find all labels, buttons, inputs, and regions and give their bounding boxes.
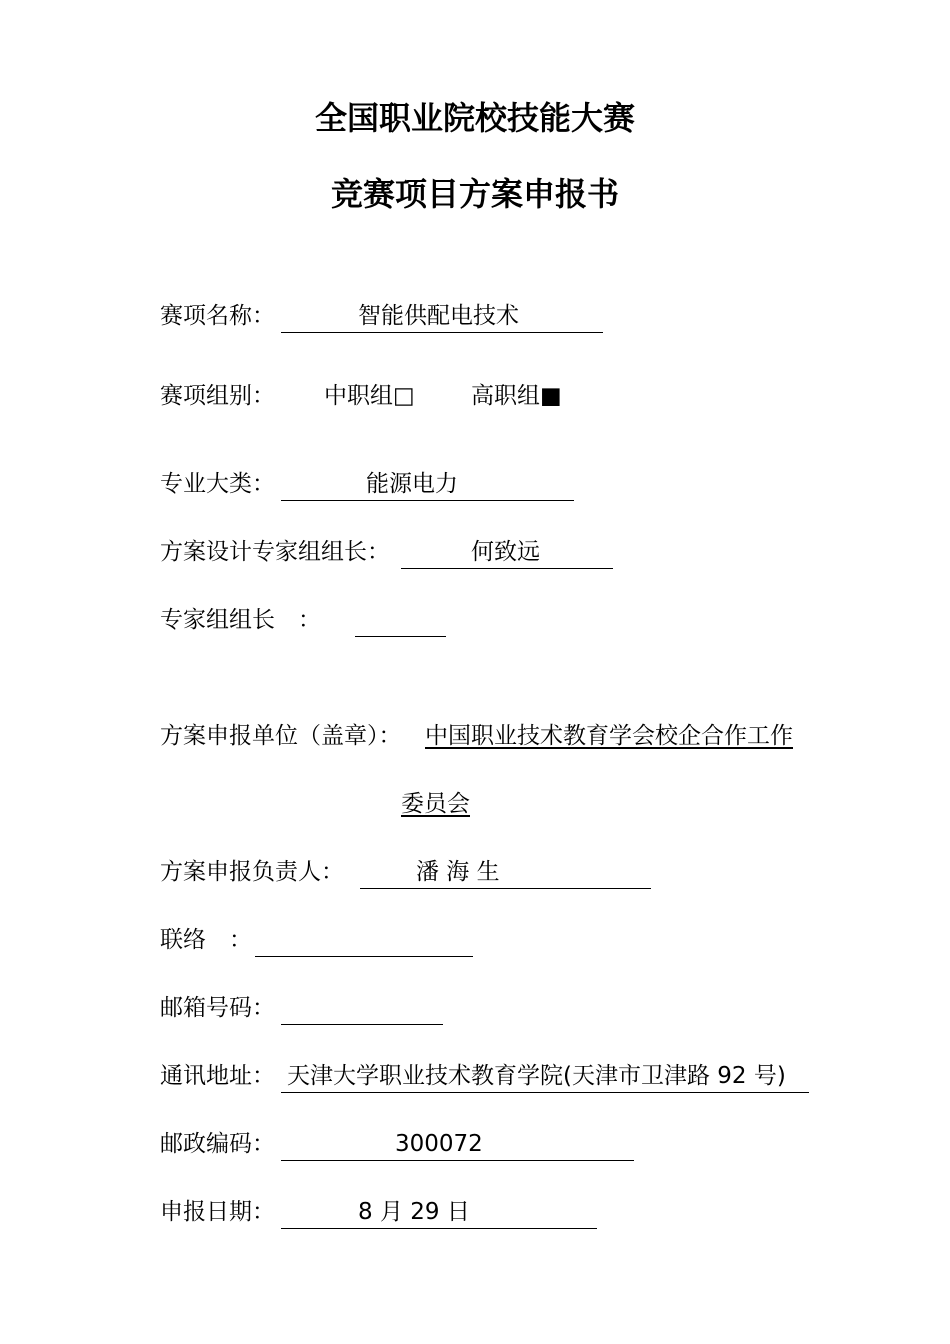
event-group-label: 赛项组别： <box>160 383 275 409</box>
event-name-value: 智能供配电技术 <box>358 303 519 329</box>
address-label: 通讯地址： <box>160 1063 275 1089</box>
document-title-line-2: 竞赛项目方案申报书 <box>330 175 619 213</box>
date-label: 申报日期： <box>160 1199 275 1225</box>
postcode-label: 邮政编码： <box>160 1131 275 1157</box>
expert-leader-blank <box>355 604 446 637</box>
event-name-label: 赛项名称： <box>160 303 275 329</box>
applicant-unit-value-line-1: 中国职业技术教育学会校企合作工作 <box>425 723 793 749</box>
applicant-person-blank <box>360 856 651 889</box>
applicant-unit-label: 方案申报单位（盖章）： <box>160 723 402 749</box>
secondary-group-option: 中职组□ <box>324 383 415 409</box>
email-blank <box>281 992 443 1025</box>
applicant-person-value: 潘 海 生 <box>416 859 500 885</box>
major-category-value: 能源电力 <box>366 471 458 497</box>
contact-label: 联络 ： <box>160 927 252 953</box>
document-title-line-1: 全国职业院校技能大赛 <box>314 99 635 137</box>
higher-group-option: 高职组■ <box>471 383 562 409</box>
contact-blank <box>255 924 473 957</box>
expert-leader-label: 专家组组长 ： <box>160 607 321 633</box>
applicant-unit-value-line-2: 委员会 <box>401 791 470 817</box>
design-leader-label: 方案设计专家组组长： <box>160 539 390 565</box>
date-value: 8 月 29 日 <box>358 1199 470 1225</box>
address-value: 天津大学职业技术教育学院(天津市卫津路 92 号) <box>287 1063 786 1089</box>
applicant-person-label: 方案申报负责人： <box>160 859 344 885</box>
major-category-label: 专业大类： <box>160 471 275 497</box>
postcode-value: 300072 <box>395 1131 483 1157</box>
email-label: 邮箱号码： <box>160 995 275 1021</box>
design-leader-value: 何致远 <box>471 539 540 565</box>
